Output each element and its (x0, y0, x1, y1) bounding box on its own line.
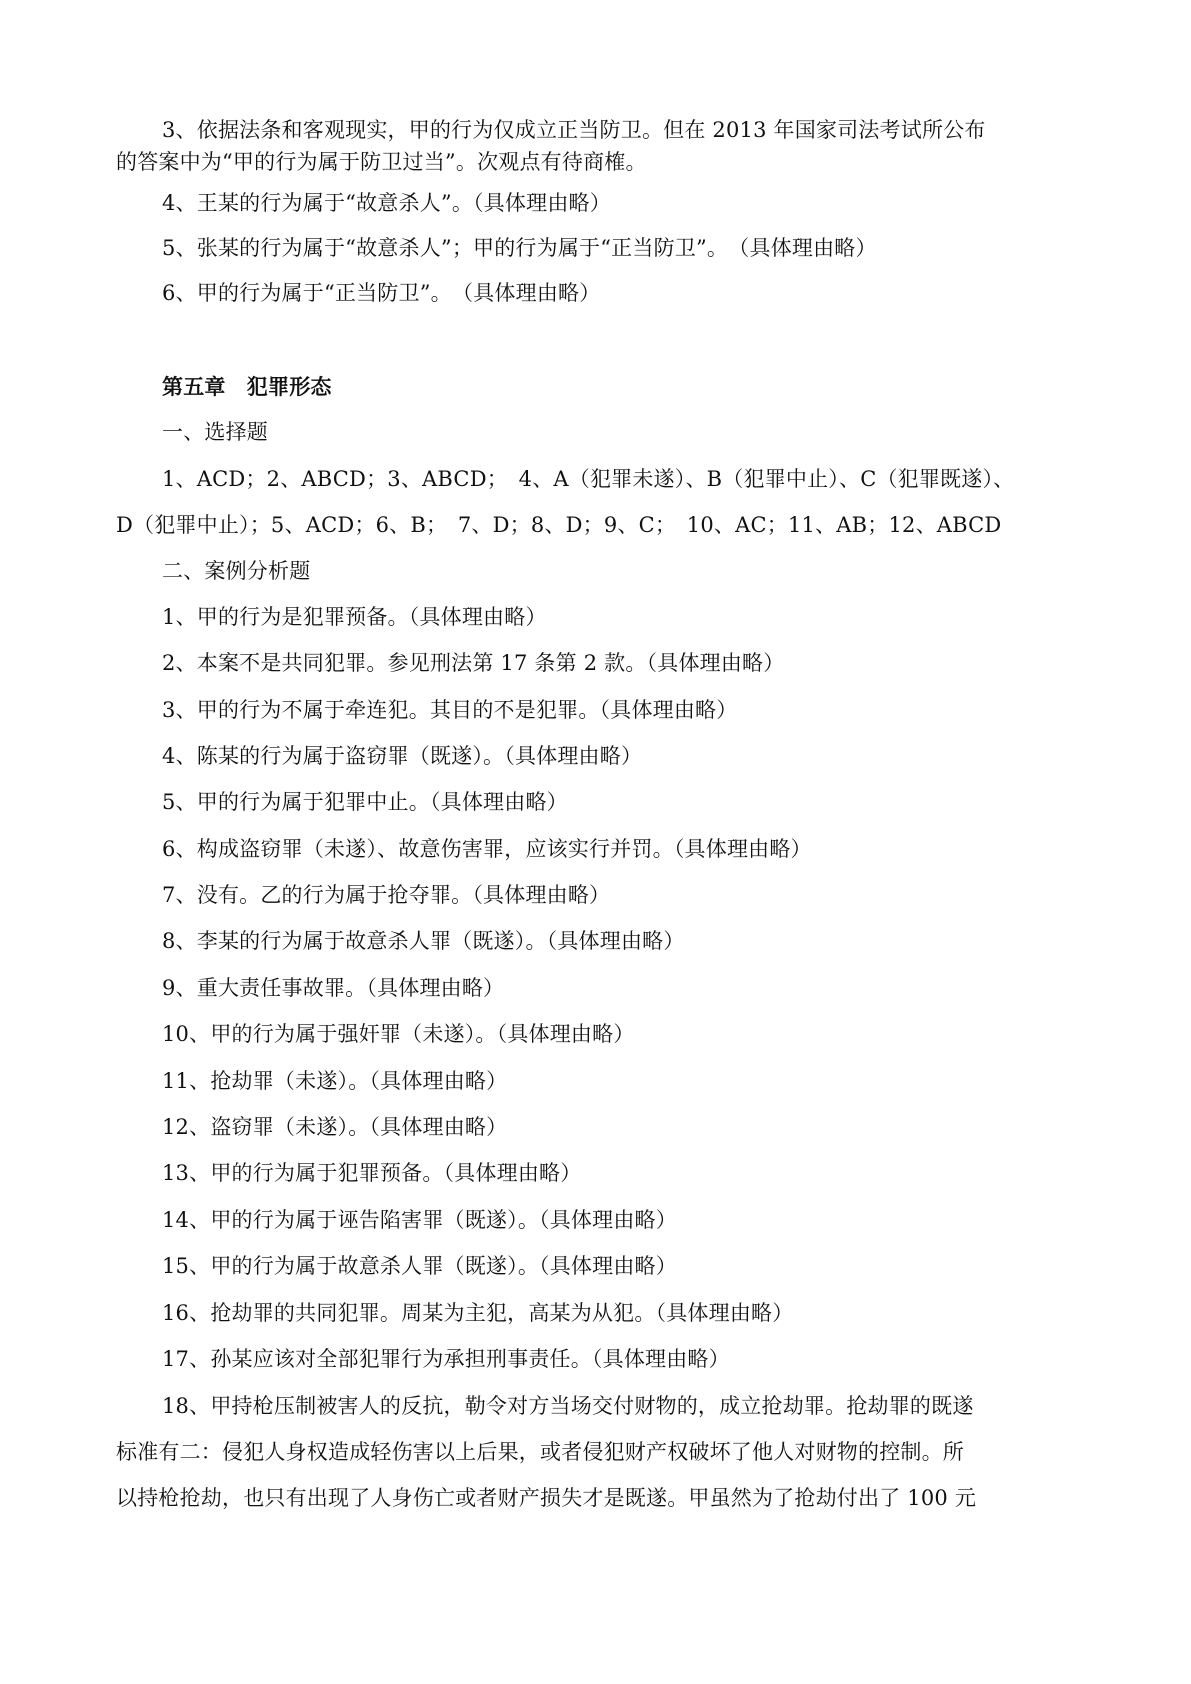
section-choice-title: 一、选择题 (162, 420, 268, 444)
case-answer: 7、没有。乙的行为属于抢夺罪。（具体理由略） (162, 883, 611, 907)
case-answer: 1、甲的行为是犯罪预备。（具体理由略） (162, 605, 547, 629)
case-answer: 6、构成盗窃罪（未遂）、故意伤害罪，应该实行并罚。（具体理由略） (162, 837, 812, 861)
case-answer: 13、甲的行为属于犯罪预备。（具体理由略） (162, 1161, 582, 1185)
case-answer-18-line-3: 以持枪抢劫，也只有出现了人身伤亡或者财产损失才是既遂。甲虽然为了抢劫付出了 100 元 (116, 1486, 977, 1510)
case-answer-18-line-2: 标准有二：侵犯人身权造成轻伤害以上后果，或者侵犯财产权破坏了他人对财物的控制。所 (116, 1440, 964, 1464)
answer-6: 6、甲的行为属于“正当防卫”。 （具体理由略） (162, 281, 601, 305)
case-answer: 4、陈某的行为属于盗窃罪（既遂）。（具体理由略） (162, 744, 643, 768)
case-answer: 16、抢劫罪的共同犯罪。周某为主犯，高某为从犯。（具体理由略） (162, 1301, 794, 1325)
choice-answers-line-2: D（犯罪中止）；5、ACD；6、B； 7、D；8、D；9、C； 10、AC；11、AB；12、ABCD (116, 513, 1002, 537)
case-answer: 10、甲的行为属于强奸罪（未遂）。（具体理由略） (162, 1022, 635, 1046)
case-answer: 11、抢劫罪（未遂）。（具体理由略） (162, 1069, 508, 1093)
answer-3-line-2: 的答案中为“甲的行为属于防卫过当”。次观点有待商榷。 (116, 150, 647, 174)
case-answer: 3、甲的行为不属于牵连犯。其目的不是犯罪。（具体理由略） (162, 698, 738, 722)
case-answer: 12、盗窃罪（未遂）。（具体理由略） (162, 1115, 508, 1139)
case-answer: 15、甲的行为属于故意杀人罪（既遂）。（具体理由略） (162, 1254, 677, 1278)
case-answer: 14、甲的行为属于诬告陷害罪（既遂）。（具体理由略） (162, 1208, 677, 1232)
answer-3-line-1: 3、依据法条和客观现实，甲的行为仅成立正当防卫。但在 2013 年国家司法考试所公布 (162, 118, 986, 142)
case-answer-18-line-1: 18、甲持枪压制被害人的反抗，勒令对方当场交付财物的，成立抢劫罪。抢劫罪的既遂 (162, 1394, 974, 1418)
case-answer: 9、重大责任事故罪。（具体理由略） (162, 976, 505, 1000)
case-answer: 8、李某的行为属于故意杀人罪（既遂）。（具体理由略） (162, 929, 685, 953)
choice-answers-line-1: 1、ACD；2、ABCD；3、ABCD； 4、A（犯罪未遂）、B（犯罪中止）、C（犯罪既遂）、 (162, 467, 1015, 491)
answer-4: 4、王某的行为属于“故意杀人”。（具体理由略） (162, 191, 611, 215)
chapter-title: 第五章 犯罪形态 (162, 375, 332, 399)
case-answer: 17、孙某应该对全部犯罪行为承担刑事责任。（具体理由略） (162, 1347, 730, 1371)
section-case-title: 二、案例分析题 (162, 559, 311, 583)
case-answer: 2、本案不是共同犯罪。参见刑法第 17 条第 2 款。（具体理由略） (162, 651, 785, 675)
answer-5: 5、张某的行为属于“故意杀人”；甲的行为属于“正当防卫”。 （具体理由略） (162, 236, 877, 260)
case-answer: 5、甲的行为属于犯罪中止。（具体理由略） (162, 790, 568, 814)
